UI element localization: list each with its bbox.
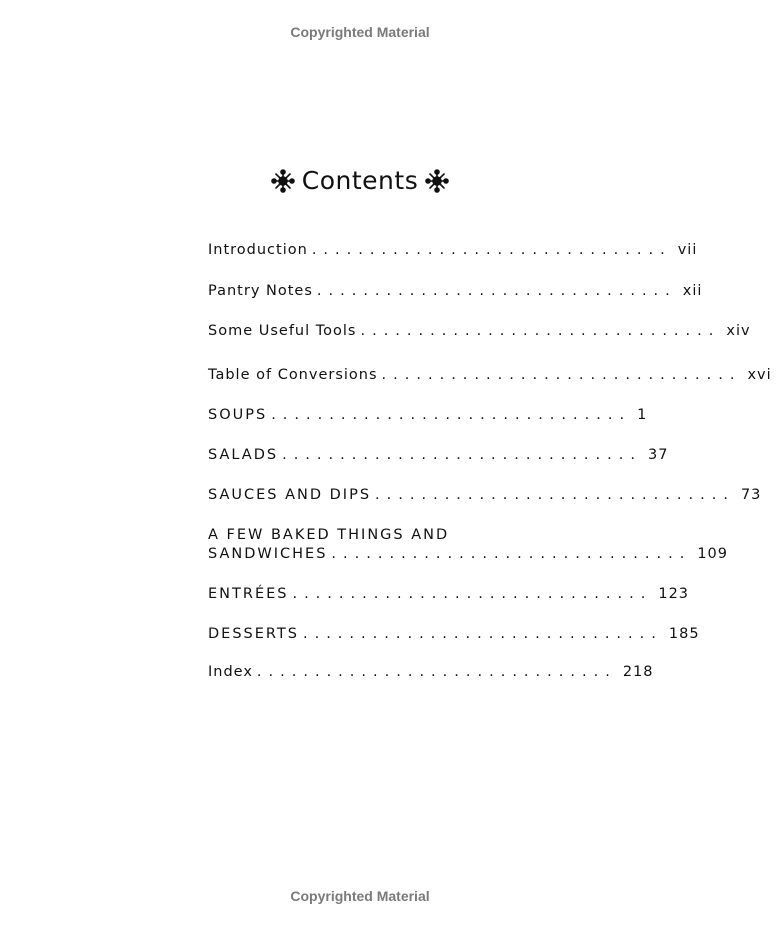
toc-page-number: 73 [740,487,762,503]
toc-entry-entrees[interactable] [208,585,690,604]
toc-label: Pantry Notes [208,283,313,299]
toc-entry-salads[interactable] [208,446,669,465]
toc-page-number: 109 [697,546,728,562]
toc-page-number: xiv [726,323,751,339]
toc-label: SANDWICHES [208,546,328,562]
dot-leader: ............................... [375,487,735,503]
toc-label: DESSERTS [208,626,299,642]
toc-entry-pantry-notes[interactable] [208,282,703,301]
toc-page-number: 218 [622,664,654,680]
toc-entry-introduction[interactable] [208,241,698,260]
toc-label: Table of Conversions [208,367,378,383]
copyright-footer: Copyrighted Material [290,888,430,904]
toc-page-number: 185 [668,626,700,642]
toc-label: SOUPS [208,407,268,423]
toc-label: Introduction [208,242,308,258]
toc-label: Some Useful Tools [208,323,357,339]
dot-leader: ............................... [292,586,653,602]
floral-flourish-icon [270,168,296,194]
copyright-header: Copyrighted Material [290,24,430,40]
toc-entry-some-useful-tools[interactable] [208,322,751,341]
dot-leader: ............................... [256,664,617,680]
toc-entry-baked-things-and-sandwiches[interactable] [208,526,728,564]
toc-page-number: 1 [637,407,648,423]
page-title: Contents [301,166,419,195]
dot-leader: ............................... [331,546,692,562]
toc-label: SALADS [208,447,279,463]
dot-leader: ............................... [360,323,721,339]
dot-leader: ............................... [282,447,642,463]
toc-label: SAUCES AND DIPS [208,487,372,503]
dot-leader: ............................... [271,407,632,423]
floral-flourish-icon [424,168,450,194]
toc-page-number: vii [677,242,698,258]
toc-page-number: xvi [747,367,772,383]
toc-entry-index[interactable] [208,663,654,682]
toc-label-line1: A FEW BAKED THINGS AND [208,527,450,543]
toc-entry-soups[interactable] [208,406,648,425]
toc-page-number: xii [682,283,703,299]
toc-page-number: 37 [647,447,669,463]
dot-leader: ............................... [311,242,672,258]
dot-leader: ............................... [381,367,742,383]
toc-label: ENTRÉES [208,586,289,602]
toc-entry-desserts[interactable] [208,625,700,644]
dot-leader: ............................... [302,626,663,642]
dot-leader: ............................... [316,283,677,299]
toc-page-number: 123 [658,586,690,602]
toc-label: Index [208,664,253,680]
toc-entry-sauces-and-dips[interactable] [208,486,762,505]
contents-heading [0,166,720,195]
toc-entry-table-of-conversions[interactable] [208,366,772,385]
